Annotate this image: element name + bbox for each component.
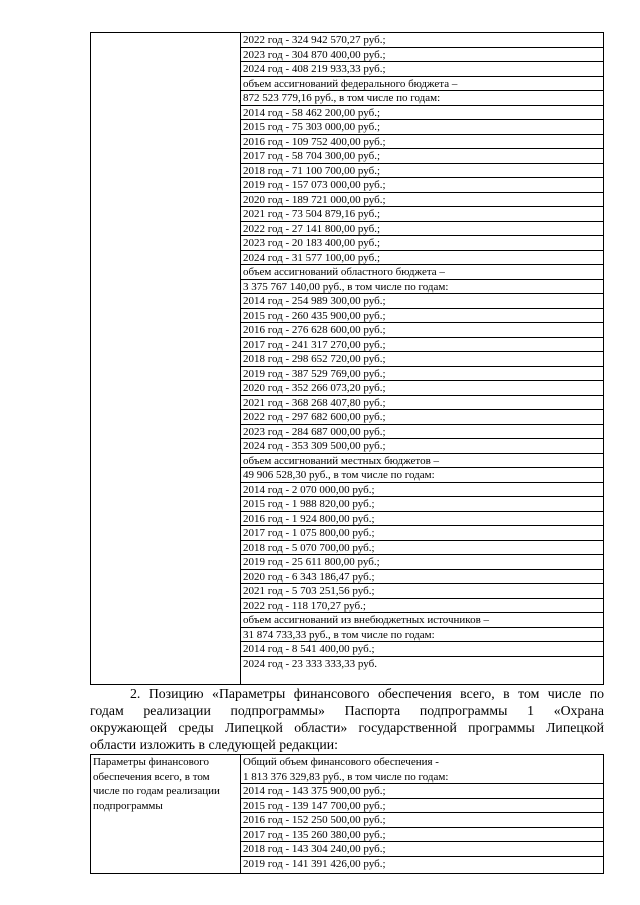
table-line: 2017 год - 1 075 800,00 руб.; — [241, 526, 603, 541]
table-line: 2015 год - 139 147 700,00 руб.; — [241, 799, 603, 814]
table-line: 2014 год - 8 541 400,00 руб.; — [241, 642, 603, 657]
paragraph-line: области изложить в следующей редакции: — [90, 737, 338, 752]
table-line: 2014 год - 254 989 300,00 руб.; — [241, 294, 603, 309]
table-line: 2020 год - 6 343 186,47 руб.; — [241, 570, 603, 585]
table-line: 2018 год - 5 070 700,00 руб.; — [241, 541, 603, 556]
table-line: объем ассигнований местных бюджетов – — [241, 454, 603, 469]
table-right-column — [241, 33, 603, 671]
table-line: 2023 год - 284 687 000,00 руб.; — [241, 425, 603, 440]
table-line: 2019 год - 387 529 769,00 руб.; — [241, 367, 603, 382]
table-line: 2015 год - 75 303 000,00 руб.; — [241, 120, 603, 135]
table-line: 49 906 528,30 руб., в том числе по годам: — [241, 468, 603, 483]
table-line: 2024 год - 408 219 933,33 руб.; — [241, 62, 603, 77]
table-line: объем ассигнований из внебюджетных источников – — [241, 613, 603, 628]
table-line: 3 375 767 140,00 руб., в том числе по годам: — [241, 280, 603, 295]
table-line: 2023 год - 20 183 400,00 руб.; — [241, 236, 603, 251]
paragraph-line: окружающей среды Липецкой области» государственной программы Липецкой — [90, 720, 604, 735]
table-left-column — [91, 33, 241, 684]
financing-table-continued — [90, 32, 604, 685]
table-line: объем ассигнований областного бюджета – — [241, 265, 603, 280]
parameter-name-text: Параметры финансового обеспечения всего, в том числе по годам реализации подпрограммы — [93, 756, 220, 812]
table-line: 2016 год - 109 752 400,00 руб.; — [241, 135, 603, 150]
table-line: объем ассигнований федерального бюджета – — [241, 77, 603, 92]
table-line: 2021 год - 368 268 407,80 руб.; — [241, 396, 603, 411]
table-line: 1 813 376 329,83 руб., в том числе по годам: — [241, 770, 603, 785]
table-line: 2014 год - 58 462 200,00 руб.; — [241, 106, 603, 121]
table-line: 2024 год - 353 309 500,00 руб.; — [241, 439, 603, 454]
table-line: 2021 год - 5 703 251,56 руб.; — [241, 584, 603, 599]
table-line: 2022 год - 324 942 570,27 руб.; — [241, 33, 603, 48]
paragraph-line: годам реализации подпрограммы» Паспорта подпрограммы 1 «Охрана — [90, 703, 604, 718]
parameter-name-cell — [91, 755, 241, 873]
table-line: 2016 год - 152 250 500,00 руб.; — [241, 813, 603, 828]
table-line: 2019 год - 141 391 426,00 руб.; — [243, 857, 386, 870]
table-line: 2022 год - 118 170,27 руб.; — [241, 599, 603, 614]
table-line: 2018 год - 143 304 240,00 руб.; — [241, 842, 603, 857]
table-line: 872 523 779,16 руб., в том числе по годам: — [241, 91, 603, 106]
subprogram-financing-table — [90, 754, 604, 874]
table-line: 2020 год - 352 266 073,20 руб.; — [241, 381, 603, 396]
table-line: 2017 год - 241 317 270,00 руб.; — [241, 338, 603, 353]
table-line: 2014 год - 143 375 900,00 руб.; — [241, 784, 603, 799]
amendment-paragraph — [90, 685, 604, 753]
parameter-value-column — [241, 755, 603, 871]
table-line: 2014 год - 2 070 000,00 руб.; — [241, 483, 603, 498]
table-line: 2018 год - 71 100 700,00 руб.; — [241, 164, 603, 179]
table-line: 2017 год - 58 704 300,00 руб.; — [241, 149, 603, 164]
table-line: 2016 год - 276 628 600,00 руб.; — [241, 323, 603, 338]
table-line: 2022 год - 27 141 800,00 руб.; — [241, 222, 603, 237]
table-line: 2021 год - 73 504 879,16 руб.; — [241, 207, 603, 222]
table-line: 2024 год - 23 333 333,33 руб. — [243, 657, 377, 670]
table-line: 2017 год - 135 260 380,00 руб.; — [241, 828, 603, 843]
table-line: Общий объем финансового обеспечения - — [243, 756, 439, 768]
table-line: 2023 год - 304 870 400,00 руб.; — [241, 48, 603, 63]
table-line: 31 874 733,33 руб., в том числе по годам: — [241, 628, 603, 643]
table-line: 2018 год - 298 652 720,00 руб.; — [241, 352, 603, 367]
table-line: 2024 год - 31 577 100,00 руб.; — [241, 251, 603, 266]
table-line: 2022 год - 297 682 600,00 руб.; — [241, 410, 603, 425]
table-line: 2016 год - 1 924 800,00 руб.; — [241, 512, 603, 527]
paragraph-line: 2. Позицию «Параметры финансового обеспечения всего, в том числе по — [130, 686, 604, 701]
table-line: 2019 год - 25 611 800,00 руб.; — [241, 555, 603, 570]
table-line: 2019 год - 157 073 000,00 руб.; — [241, 178, 603, 193]
table-line: 2015 год - 260 435 900,00 руб.; — [241, 309, 603, 324]
table-line: 2015 год - 1 988 820,00 руб.; — [241, 497, 603, 512]
table-line: 2020 год - 189 721 000,00 руб.; — [241, 193, 603, 208]
